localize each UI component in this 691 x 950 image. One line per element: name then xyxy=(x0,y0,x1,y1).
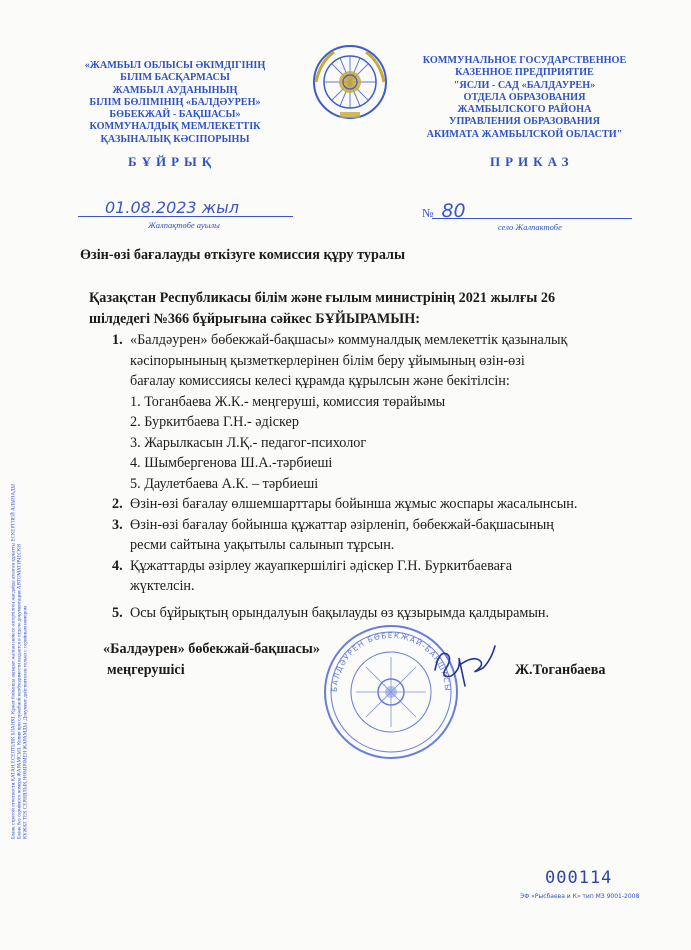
item-line: жүктелсін. xyxy=(130,578,195,594)
item-number: 1. xyxy=(112,332,123,348)
list-item xyxy=(112,515,632,556)
number-line xyxy=(432,218,632,219)
list-item xyxy=(112,603,632,624)
order-items xyxy=(112,330,632,623)
list-item xyxy=(112,556,632,597)
signature-org-line: «Балдәурен» бөбекжай-бақшасы» xyxy=(103,641,320,657)
handwritten-signature xyxy=(425,640,505,692)
number-handwritten: 80 xyxy=(441,200,466,222)
preamble xyxy=(89,288,634,329)
list-item xyxy=(112,494,632,515)
header-left-line: БӨБЕКЖАЙ - БАҚШАСЫ» xyxy=(109,109,241,121)
number-prefix: № xyxy=(422,206,434,220)
item-line: Өзін-өзі бағалау өлшемшарттары бойынша жұмыс жоспары жасалынсын. xyxy=(130,496,578,512)
date-handwritten: 01.08.2023 жыл xyxy=(105,198,239,217)
header-right-line: ОТДЕЛА ОБРАЗОВАНИЯ xyxy=(463,91,586,103)
item-line: «Балдәурен» бөбекжай-бақшасы» коммуналдық мемлекеттік қазыналық xyxy=(130,332,568,348)
header-left-line: ҚАЗЫНАЛЫҚ КӘСІПОРЫНЫ xyxy=(100,133,250,145)
item-number: 3. xyxy=(112,516,123,533)
item-line: кәсіпорынының қызметкерлерінен білім беру ұйымының өзін-өзі xyxy=(130,352,525,369)
header-right-line: "ЯСЛИ - САД «БАЛДАУРЕН» xyxy=(453,79,596,91)
signature-org-line: меңгерушісі xyxy=(107,661,185,678)
printer-info: ЭФ «Рысбаева и К» тип МЗ 9001-2008 xyxy=(520,893,640,900)
header-left-line: КОММУНАЛДЫҚ МЕМЛЕКЕТТІК xyxy=(89,121,261,133)
item-line: ресми сайтына уақытылы салынып тұрсын. xyxy=(130,537,395,553)
doc-type-kz: БҰЙРЫҚ xyxy=(128,154,217,169)
item-line: бағалау комиссиясы келесі құрамда құрылсын және бекітілсін: xyxy=(130,373,510,389)
header-right-line: КОММУНАЛЬНОЕ ГОСУДАРСТВЕННОЕ xyxy=(422,55,627,66)
state-emblem xyxy=(310,42,390,122)
sidebar-line: ҚҰЖАТ ТЕК СЕРИЯЛЫҚ НӨМІРІМЕН ЖАРАМДЫ. Документ действителен только с серийным номером xyxy=(23,606,30,840)
header-left-line: ЖАМБЫЛ АУДАНЫНЫҢ xyxy=(112,84,238,96)
item-line: Осы бұйрықтың орындалуын бақылауды өз құзырымда қалдырамын. xyxy=(130,604,550,621)
preamble-line: шілдедегі №366 бұйрығына сәйкес БҰЙЫРАМЫН: xyxy=(89,310,420,327)
header-right-line: ЖАМБЫЛСКОГО РАЙОНА xyxy=(457,104,592,116)
serial-number: 000114 xyxy=(545,868,613,888)
item-number: 2. xyxy=(112,496,123,512)
list-item xyxy=(112,330,632,494)
order-subject: Өзін-өзі бағалауды өткізуге комиссия құру туралы xyxy=(80,247,406,263)
header-right-line: АКИМАТА ЖАМБЫЛСКОЙ ОБЛАСТИ" xyxy=(426,128,623,140)
place-ru: село Жалпактобе xyxy=(498,222,562,232)
header-left xyxy=(65,60,285,146)
item-number: 5. xyxy=(112,604,123,621)
sidebar-microtext xyxy=(11,459,30,839)
header-left-line: «ЖАМБЫЛ ОБЛЫСЫ ӘКІМДІГІНІҢ xyxy=(84,60,266,71)
signatory-name: Ж.Тоганбаева xyxy=(515,662,606,678)
header-right xyxy=(412,55,637,141)
member-line: 3. Жарылкасын Л.Қ.- педагог-психолог xyxy=(130,434,367,451)
header-left-line: БІЛІМ БАСҚАРМАСЫ xyxy=(120,72,230,84)
stamp-text: БАЛДӘУРЕН БӨБЕКЖАЙ-БАҚШАСЫ xyxy=(329,630,453,693)
preamble-line: Қазақстан Республикасы білім және ғылым министрінің 2021 жылғы 26 xyxy=(89,290,556,306)
place-kz: Жалпақтөбе ауылы xyxy=(148,220,220,230)
signature-org xyxy=(103,639,320,680)
emblem-icon xyxy=(310,42,390,122)
member-line: 5. Даулетбаева А.К. – тәрбиеші xyxy=(130,475,319,492)
date-line xyxy=(78,216,293,217)
header-left-line: БІЛІМ БӨЛІМІНІҢ «БАЛДӘУРЕН» xyxy=(89,96,261,108)
sidebar-line: Бланк строгой отчетности ҚАТАҢ ЕСЕПТІЛІК БЛАНКІ. Құжат бойынша ақпарат жалған немесе өзгертілген жағдайда аталған құжатты ЕСКЕРТПЕЙ АЛЫНАДЫ xyxy=(10,484,17,840)
item-line: Құжаттарды әзірлеу жауапкершілігі әдіскер Г.Н. Буркитбаеваға xyxy=(130,557,513,574)
member-line: 1. Тоганбаева Ж.К.- меңгеруші, комиссия төрайымы xyxy=(130,393,446,410)
item-number: 4. xyxy=(112,557,123,574)
member-line: 4. Шымбергенова Ш.А.-тәрбиеші xyxy=(130,455,333,471)
doc-type-ru: ПРИКАЗ xyxy=(490,154,574,169)
item-line: Өзін-өзі бағалау бойынша құжаттар әзірленіп, бөбекжай-бақшасының xyxy=(130,516,554,533)
header-right-line: КАЗЕННОЕ ПРЕДПРИЯТИЕ xyxy=(455,67,594,79)
member-line: 2. Буркитбаева Г.Н.- әдіскер xyxy=(130,414,299,430)
sidebar-line: Бланк без серийного номера ЖАРАМСЫЗ. Копия при служебной необходимости выдается в отделе документации АВТОМАТИЧЕСКИ xyxy=(16,544,23,840)
header-right-line: УПРАВЛЕНИЯ ОБРАЗОВАНИЯ xyxy=(449,116,600,128)
